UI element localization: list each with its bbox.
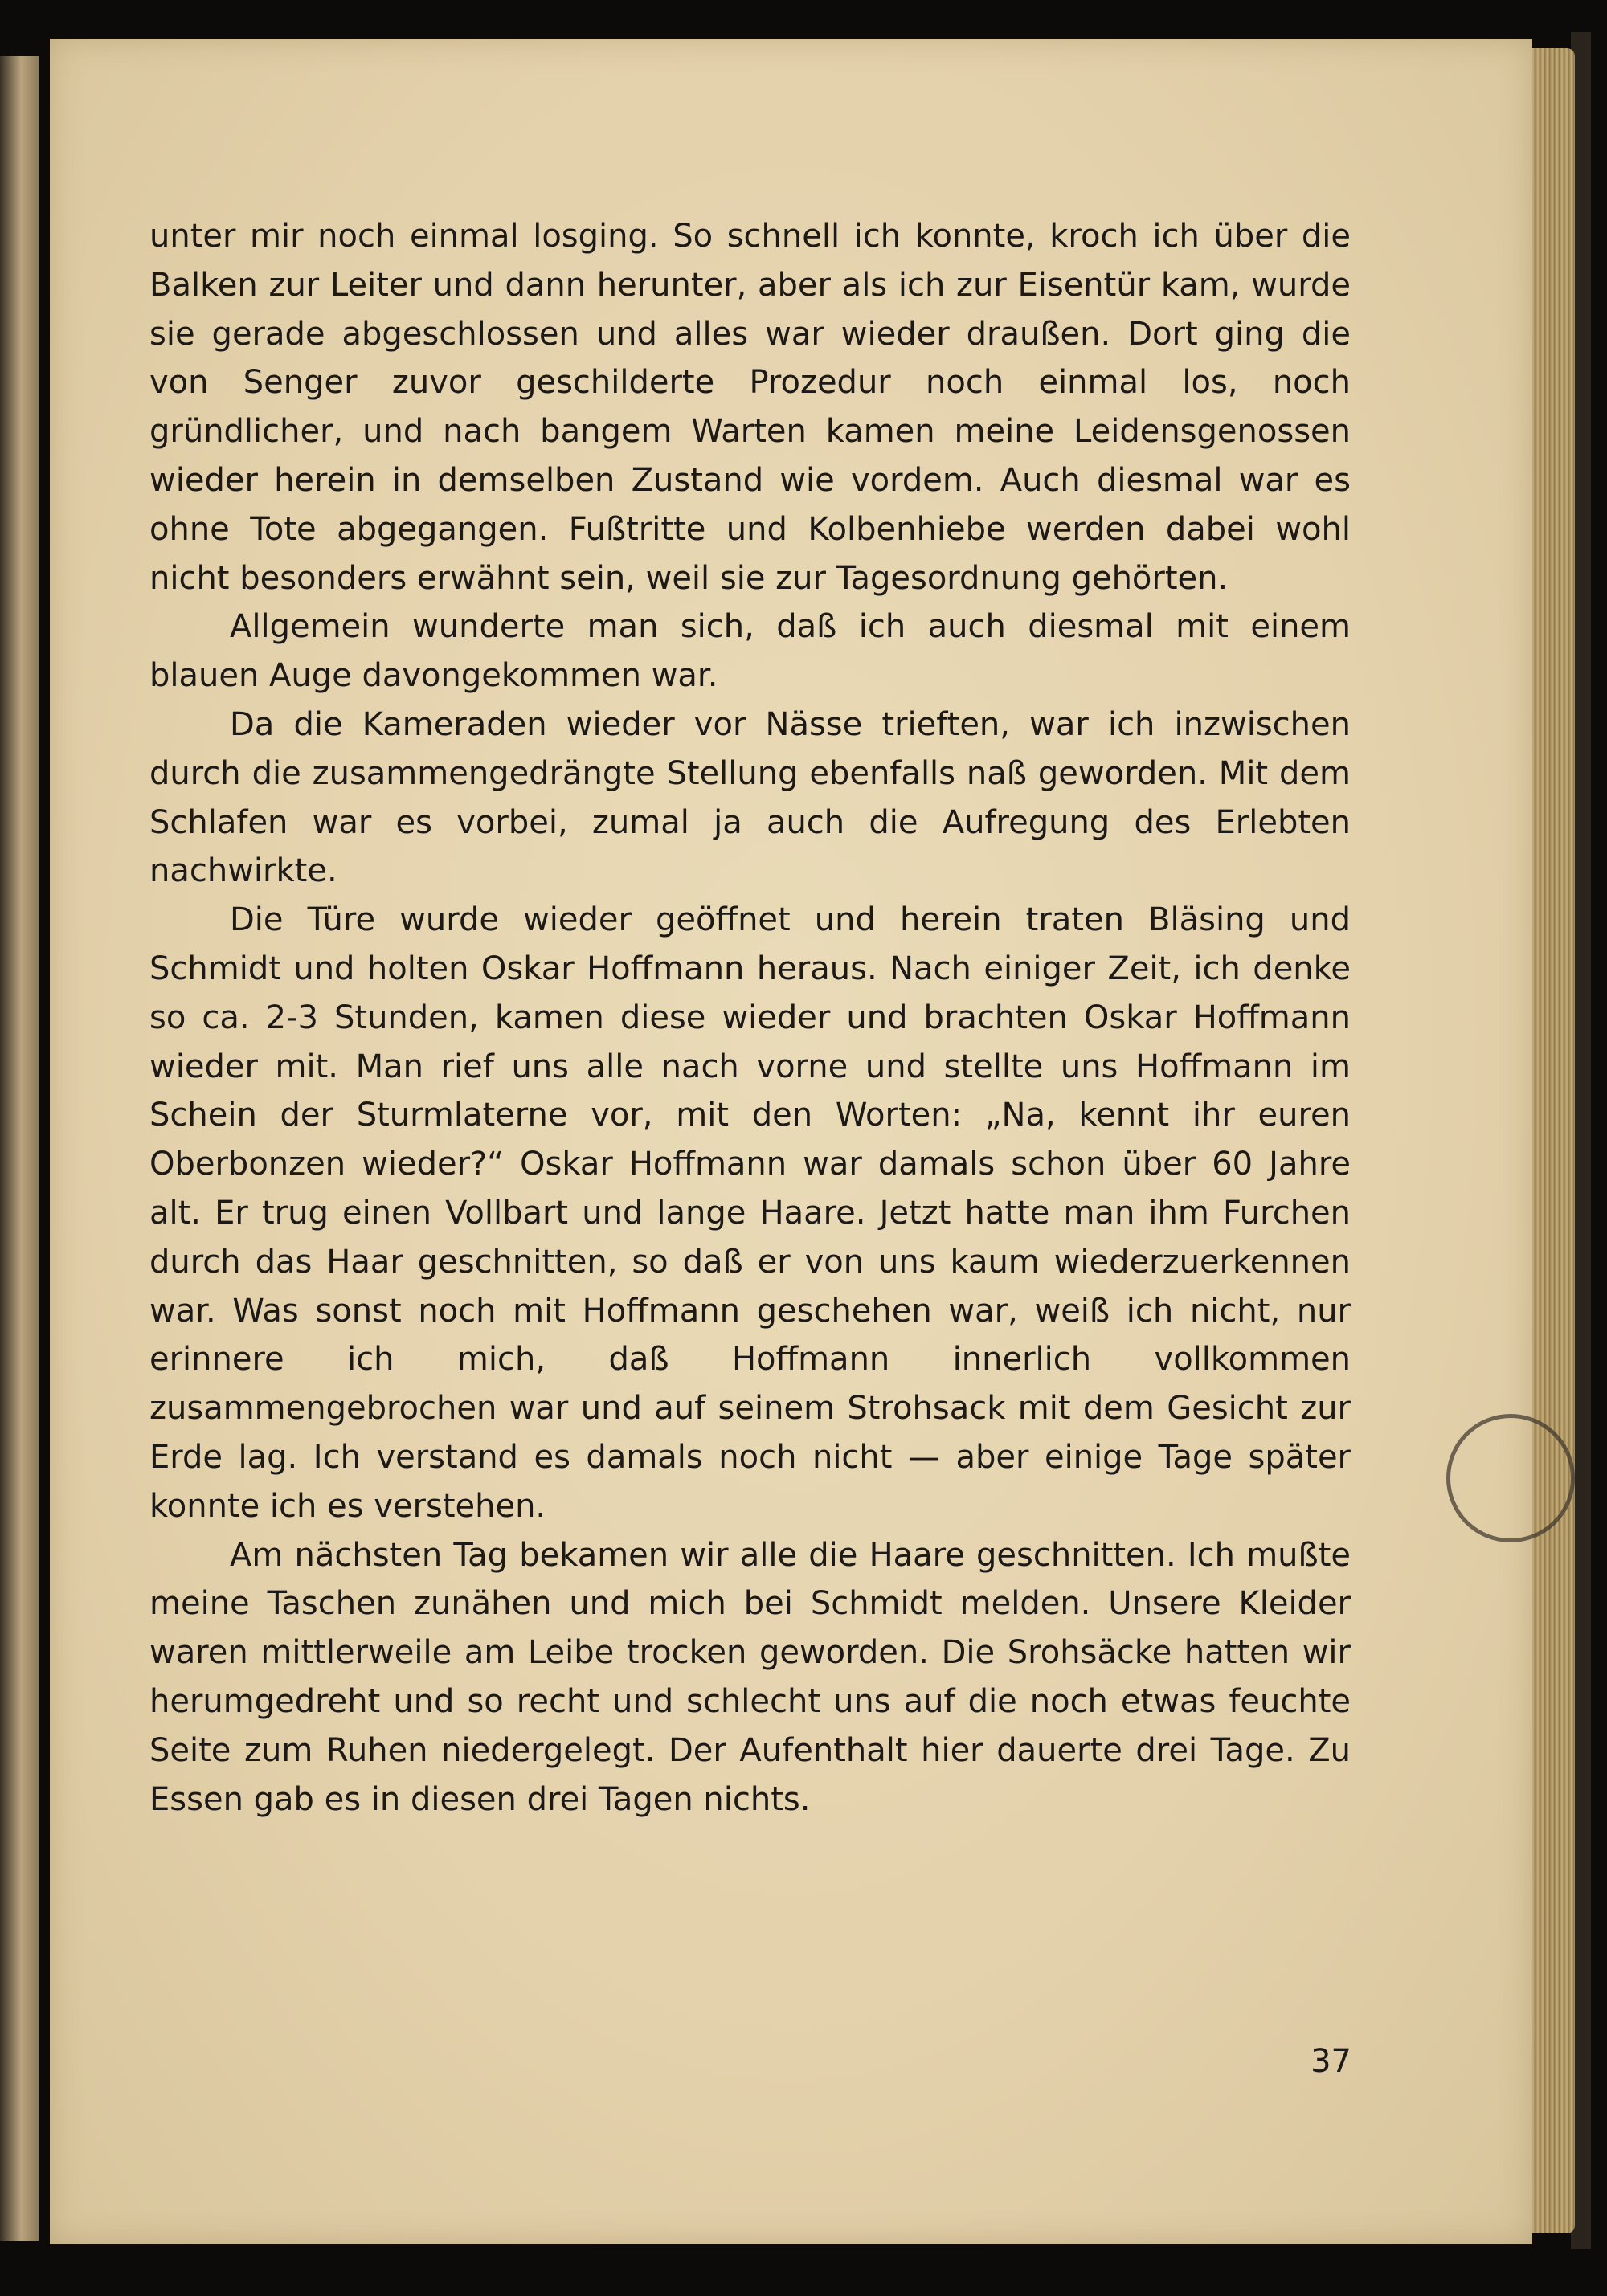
page-number: 37 [1311,2043,1351,2080]
paragraph-3: Da die Kameraden wieder vor Nässe trieften, war ich inzwischen durch die zusammengedrängte Stellung ebenfalls naß geworden. Mit dem Schlafen war es vorbei, zumal ja auch die Aufregung des Erlebten nachwirkte. [149,705,1351,890]
paragraph-2: Allgemein wunderte man sich, daß ich auch diesmal mit einem blauen Auge davongekommen war. [149,608,1351,695]
paragraph-5: Am nächsten Tag bekamen wir alle die Haare geschnitten. Ich mußte meine Taschen zunähen und mich bei Schmidt melden. Unsere Kleider waren mittlerweile am Leibe trocken geworden. Die Srohsäcke hatten wir herumgedreht und so recht und schlecht uns auf die noch etwas feuchte Seite zum Ruhen niedergelegt. Der Aufenthalt hier dauerte drei Tage. Zu Essen gab es in diesen drei Tagen nichts. [149,1536,1351,1818]
paragraph-4: Die Türe wurde wieder geöffnet und herein traten Bläsing und Schmidt und holten Oskar Hoffmann heraus. Nach einiger Zeit, ich denke so ca. 2-3 Stunden, kamen diese wieder und brachten Oskar Hoffmann wieder mit. Man rief uns alle nach vorne und stellte uns Hoffmann im Schein der Sturmlaterne vor, mit den Worten: „Na, kennt ihr euren Oberbonzen wieder?“ Oskar Hoffmann war damals schon über 60 Jahre alt. Er trug einen Vollbart und lange Haare. Jetzt hatte man ihm Furchen durch das Haar geschnitten, so daß er von uns kaum wiederzuerkennen war. Was sonst noch mit Hoffmann geschehen war, weiß ich nicht, nur erinnere ich mich, daß Hoffmann innerlich vollkommen zusammengebrochen war und auf seinem Strohsack mit dem Gesicht zur Erde lag. Ich verstand es damals noch nicht — aber einige Tage später konnte ich es verstehen. [149,901,1351,1525]
page-body-text [149,212,1351,1824]
page-stack-edge [1531,48,1575,2233]
left-page-edge [0,56,39,2241]
paragraph-1: unter mir noch einmal losging. So schnell ich konnte, kroch ich über die Balken zur Leiter und dann herunter, aber als ich zur Eisentür kam, wurde sie gerade abgeschlossen und alles war wieder draußen. Dort ging die von Senger zuvor geschilderte Prozedur noch einmal los, noch gründlicher, und nach bangem Warten kamen meine Leidensgenossen wieder herein in demselben Zustand wie vordem. Auch diesmal war es ohne Tote abgegangen. Fußtritte und Kolbenhiebe werden dabei wohl nicht besonders erwähnt sein, weil sie zur Tagesordnung gehörten. [149,218,1351,597]
page-clip [1446,1414,1575,1542]
